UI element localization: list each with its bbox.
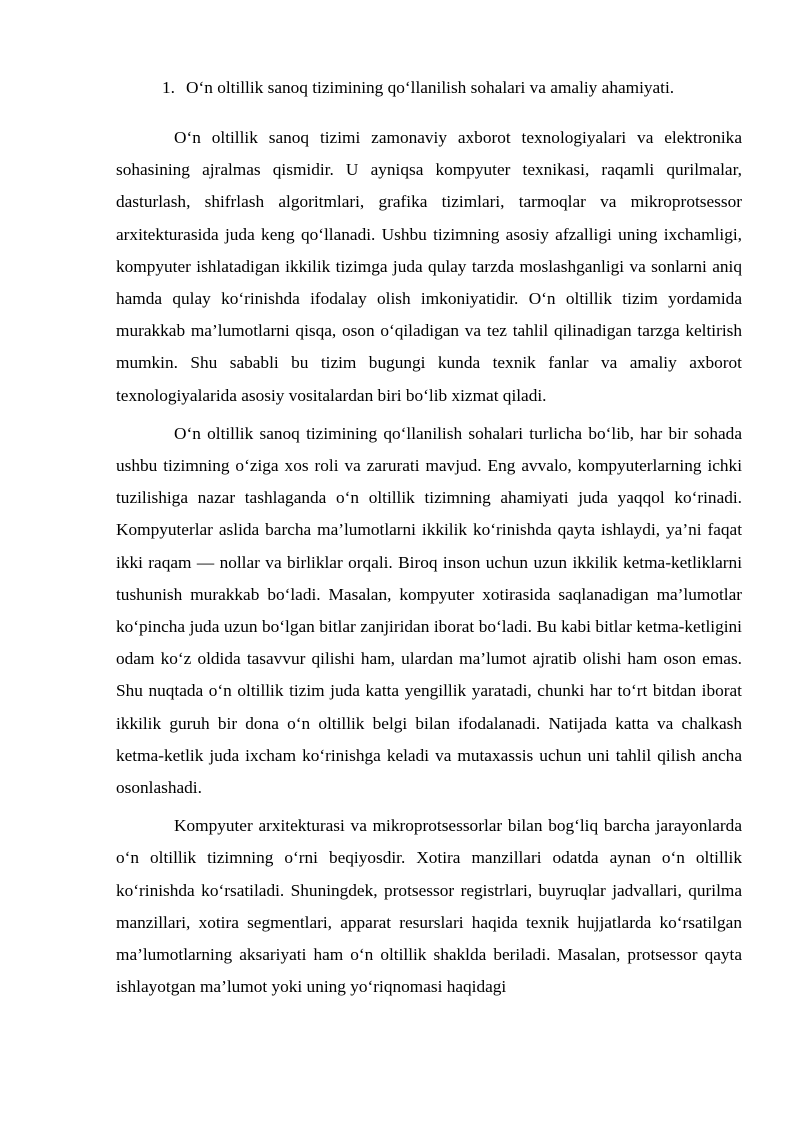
section-number: 1. xyxy=(162,78,175,97)
paragraph-1: O‘n oltillik sanoq tizimi zamonaviy axborot texnologiyalari va elektronika sohasining ajralmas qismidir. U ayniqsa kompyuter texnikasi, raqamli qurilmalar, dasturlash, shifrlash algoritmlari, grafika tizimlari, tarmoqlar va mikroprotsessor arxitekturasida juda keng qo‘llanadi. Ushbu tizimning asosiy afzalligi uning ixchamligi, kompyuter ishlatadigan ikkilik tizimga juda qulay tarzda moslashganligi va sonlarni aniq hamda qulay ko‘rinishda ifodalay olish imkoniyatidir. O‘n oltillik tizim yordamida murakkab ma’lumotlarni qisqa, oson o‘qiladigan va tez tahlil qilinadigan tarzga keltirish mumkin. Shu sababli bu tizim bugungi kunda texnik fanlar va amaliy axborot texnologiyalarida asosiy vositalardan biri bo‘lib xizmat qiladi. xyxy=(116,128,742,405)
paragraph-2: O‘n oltillik sanoq tizimining qo‘llanilish sohalari turlicha bo‘lib, har bir sohada ushbu tizimning o‘ziga xos roli va zarurati mavjud. Eng avvalo, kompyuterlarning ichki tuzilishiga nazar tashlaganda o‘n oltillik tizimning ahamiyati juda yaqqol ko‘rinadi. Kompyuterlar aslida barcha ma’lumotlarni ikkilik ko‘rinishda qayta ishlaydi, ya’ni faqat ikki raqam — nollar va birliklar orqali. Biroq inson uchun uzun ikkilik ketma-ketliklarni tushunish murakkab bo‘ladi. Masalan, kompyuter xotirasida saqlanadigan ma’lumotlar ko‘pincha juda uzun bo‘lgan bitlar zanjiridan iborat bo‘ladi. Bu kabi bitlar ketma-ketligini odam ko‘z oldida tasavvur qilishi ham, ulardan ma’lumot ajratib olishi ham oson emas. Shu nuqtada o‘n oltillik tizim juda katta yengillik yaratadi, chunki har to‘rt bitdan iborat ikkilik guruh bir dona o‘n oltillik belgi bilan ifodalanadi. Natijada katta va chalkash ketma-ketlik juda ixcham ko‘rinishga keladi va mutaxassis uchun uni tahlil qilish ancha osonlashadi. xyxy=(116,423,742,798)
paragraph-3: Kompyuter arxitekturasi va mikroprotsessorlar bilan bog‘liq barcha jarayonlarda o‘n oltillik tizimning o‘rni beqiyosdir. Xotira manzillari odatda aynan o‘n oltillik ko‘rinishda ko‘rsatiladi. Shuningdek, protsessor registrlari, buyruqlar jadvallari, qurilma manzillari, xotira segmentlari, apparat resurslari haqida texnik hujjatlarda ko‘rsatilgan ma’lumotlarning aksariyati ham o‘n oltillik shaklda beriladi. Masalan, protsessor qayta ishlayotgan ma’lumot yoki uning yo‘riqnomasi haqidagi xyxy=(116,816,742,997)
section-heading xyxy=(116,74,742,102)
section-title: O‘n oltillik sanoq tizimining qo‘llanilish sohalari va amaliy ahamiyati. xyxy=(186,78,675,97)
document-page xyxy=(116,74,742,1009)
